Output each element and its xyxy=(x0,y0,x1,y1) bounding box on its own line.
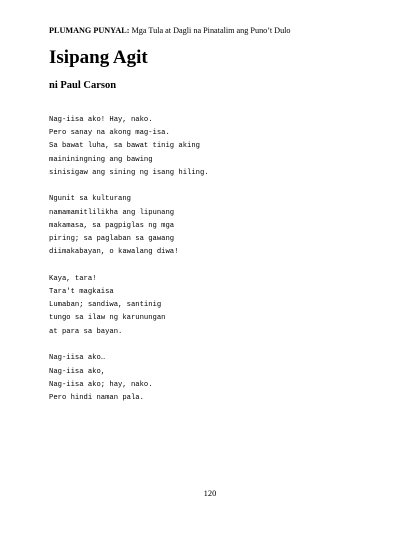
stanza xyxy=(49,352,209,405)
poem-line: Nag-iisa ako, xyxy=(49,367,106,376)
poem-line: sinisigaw ang sining ng isang hiling. xyxy=(49,168,209,177)
stanza xyxy=(49,193,209,259)
poem-title: Isipang Agit xyxy=(49,47,148,68)
poem-line: Sa bawat luha, sa bawat tinig aking xyxy=(49,142,200,151)
poem-line: Lumaban; sandiwa, santinig xyxy=(49,301,162,310)
page-number: 120 xyxy=(203,488,217,498)
poem-line: Nag-iisa ako… xyxy=(49,354,106,363)
running-header xyxy=(49,26,291,35)
header-series-title: PLUMANG PUNYAL: xyxy=(49,26,130,35)
poem-line: Pero sanay na akong mag-isa. xyxy=(49,129,170,138)
poem-line: makamasa, sa pagpiglas ng mga xyxy=(49,221,175,230)
poem-line: Ngunit sa kulturang xyxy=(49,195,131,204)
poem-line: namamamitlilikha ang lipunang xyxy=(49,208,175,217)
poem-body xyxy=(49,114,209,419)
poem-line: Nag-iisa ako! Hay, nako. xyxy=(49,116,153,124)
poem-line: Nag-iisa ako; hay, nako. xyxy=(49,380,153,389)
stanza xyxy=(49,273,209,339)
poem-line: tungo sa ilaw ng karunungan xyxy=(49,314,166,323)
poem-line: piring; sa paglaban sa gawang xyxy=(49,235,175,243)
poem-line: maininingning ang bawing xyxy=(49,155,153,164)
poem-line: diimakabayan, o kawalang diwa! xyxy=(49,248,179,257)
poem-line: Kaya, tara! xyxy=(49,274,97,283)
header-subtitle: Mga Tula at Dagli na Pinatalim ang Puno’t Dulo xyxy=(131,26,291,35)
poem-line: at para sa bayan. xyxy=(49,327,123,336)
stanza xyxy=(49,114,209,180)
poem-line: Pero hindi naman pala. xyxy=(49,393,144,402)
poem-line: Tara't magkaisa xyxy=(49,288,114,297)
poem-author: ni Paul Carson xyxy=(49,80,117,91)
